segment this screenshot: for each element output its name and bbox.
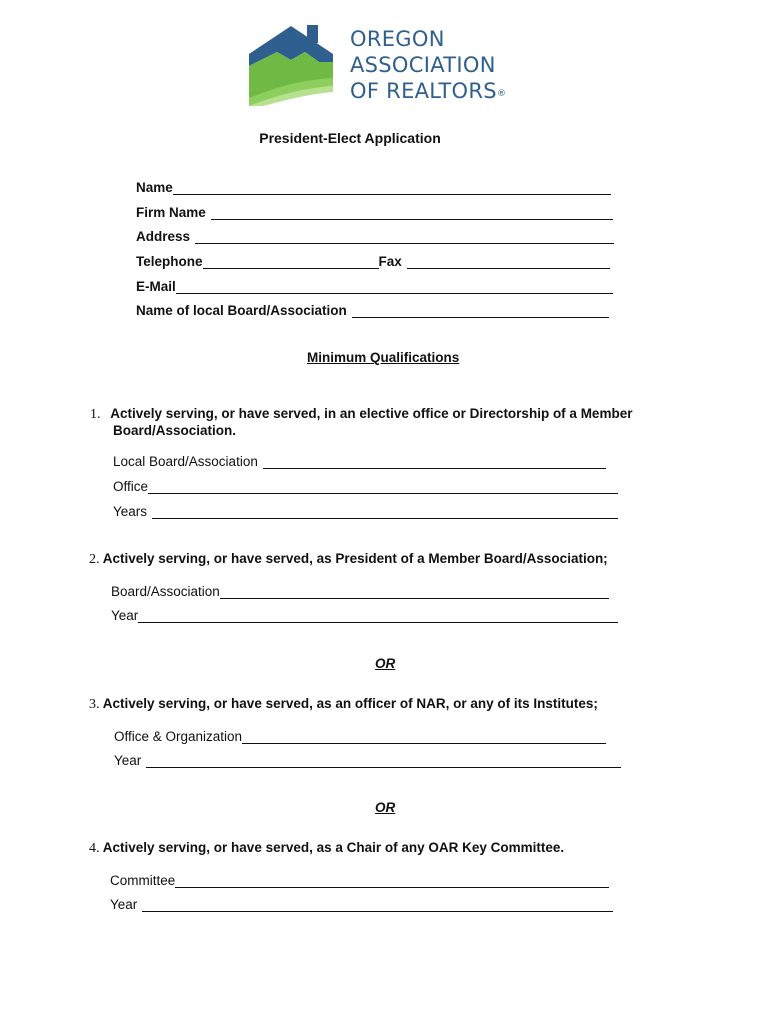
telephone-fax-row	[136, 254, 610, 269]
logo-line-1: OREGON	[350, 27, 445, 51]
qualification-1	[90, 406, 632, 438]
q1-years-input-line[interactable]	[152, 504, 618, 519]
q2-number: 2.	[89, 552, 100, 567]
logo-line-3: OF REALTORS	[350, 79, 497, 103]
q1-local-board-row	[113, 454, 606, 469]
q3-office-org-label: Office & Organization	[114, 729, 243, 744]
q2-text: Actively serving, or have served, as President of a Member Board/Association;	[102, 551, 608, 566]
address-input-line[interactable]	[195, 229, 614, 244]
q2-board-row	[111, 584, 609, 599]
qualification-2	[89, 551, 608, 568]
firm-name-label: Firm Name	[136, 205, 206, 220]
q1-years-row	[113, 504, 618, 519]
q3-text: Actively serving, or have served, as an officer of NAR, or any of its Institutes;	[102, 696, 598, 711]
fax-label: Fax	[378, 254, 402, 269]
q2-year-row	[111, 608, 618, 623]
q3-number: 3.	[89, 697, 100, 712]
q2-year-input-line[interactable]	[138, 608, 618, 623]
q1-local-board-label: Local Board/Association	[113, 454, 258, 469]
min-qualifications-heading: Minimum Qualifications	[307, 350, 460, 365]
address-label: Address	[136, 229, 191, 244]
q1-office-input-line[interactable]	[148, 479, 618, 494]
email-label: E-Mail	[136, 279, 176, 294]
local-board-label: Name of local Board/Association	[136, 303, 347, 318]
email-field-row	[136, 279, 613, 294]
firm-name-input-line[interactable]	[211, 205, 613, 220]
oar-logo	[249, 22, 539, 106]
logo-wordmark	[350, 26, 506, 104]
q1-local-board-input-line[interactable]	[263, 454, 606, 469]
name-input-line[interactable]	[173, 180, 611, 195]
q4-text: Actively serving, or have served, as a Chair of any OAR Key Committee.	[102, 840, 565, 855]
telephone-label: Telephone	[136, 254, 203, 269]
q3-office-org-row	[114, 729, 606, 744]
page-title: President-Elect Application	[259, 130, 441, 146]
email-input-line[interactable]	[176, 279, 613, 294]
or-divider-1: OR	[375, 656, 396, 671]
local-board-field-row	[136, 303, 609, 318]
qualification-4	[89, 840, 564, 857]
address-field-row	[136, 229, 614, 244]
logo-line-2: ASSOCIATION	[350, 53, 496, 77]
q4-number: 4.	[89, 841, 100, 856]
q4-committee-input-line[interactable]	[175, 873, 609, 888]
q1-text-line-2: Board/Association.	[113, 423, 237, 438]
q3-office-org-input-line[interactable]	[242, 729, 606, 744]
q4-committee-row	[110, 873, 609, 888]
local-board-input-line[interactable]	[352, 303, 609, 318]
fax-input-line[interactable]	[407, 254, 610, 269]
q2-year-label: Year	[111, 608, 139, 623]
name-field-row	[136, 180, 611, 195]
name-label: Name	[136, 180, 173, 195]
q1-years-label: Years	[113, 504, 148, 519]
q1-text-line-1: Actively serving, or have served, in an elective office or Directorship of a Member	[110, 406, 633, 421]
q4-year-input-line[interactable]	[142, 897, 613, 912]
house-mountain-icon	[249, 22, 333, 106]
q3-year-input-line[interactable]	[146, 753, 621, 768]
q2-board-label: Board/Association	[111, 584, 220, 599]
q1-number: 1.	[90, 407, 101, 422]
q4-year-label: Year	[110, 897, 138, 912]
or-divider-2: OR	[375, 800, 396, 815]
q1-office-label: Office	[113, 479, 149, 494]
firm-name-field-row	[136, 205, 613, 220]
q4-year-row	[110, 897, 613, 912]
q4-committee-label: Committee	[110, 873, 176, 888]
telephone-input-line[interactable]	[203, 254, 379, 269]
q1-office-row	[113, 479, 618, 494]
q2-board-input-line[interactable]	[220, 584, 609, 599]
qualification-3	[89, 696, 598, 713]
registered-mark: ®	[496, 89, 507, 99]
q3-year-label: Year	[114, 753, 142, 768]
q3-year-row	[114, 753, 621, 768]
